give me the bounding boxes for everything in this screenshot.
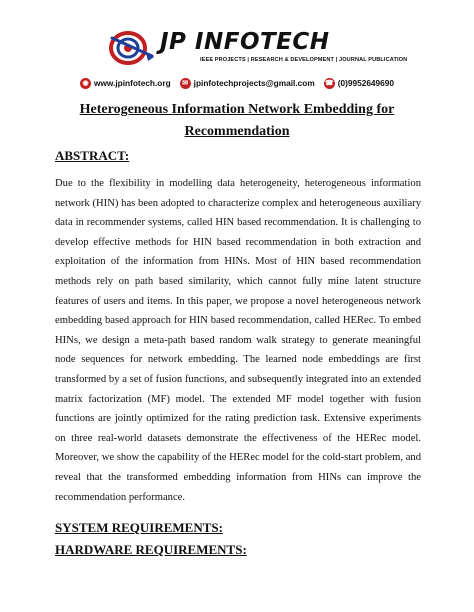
contact-website	[80, 78, 171, 89]
abstract-body: Due to the flexibility in modelling data heterogeneity, heterogeneous information network (HIN) has been adopted to characterize complex and heterogeneous auxiliary data in recommender systems, called HIN based recommendation. It is challenging to develop effective methods for HIN based recommendation in both extraction and exploitation of the information from HINs. Most of HIN based recommendation methods rely on path based similarity, which cannot fully mine latent structure features of users and items. In this paper, we propose a novel heterogeneous network embedding based approach for HIN based recommendation, called HERec. To embed HINs, we design a meta-path based random walk strategy to generate meaningful node sequences for network embedding. The learned node embeddings are first transformed by a set of fusion functions, and subsequently integrated into an extended matrix factorization (MF) model. The extended MF model together with fusion functions are jointly optimized for the rating prediction task. Extensive experiments on three real-world datasets demonstrate the effectiveness of the HERec model. Moreover, we show the capability of the HERec model for the cold-start problem, and reveal that the transformed embedding information from HINs can improve the recommendation performance.	[55, 178, 421, 503]
letterhead	[0, 26, 474, 70]
brand	[160, 29, 330, 55]
email-text: jpinfotechprojects@gmail.com	[193, 78, 315, 88]
website-text: www.jpinfotech.org	[94, 78, 171, 88]
phone-icon: ☎	[324, 78, 335, 89]
brand-name: JP INFOTECH	[160, 29, 330, 55]
contact-row	[80, 75, 394, 91]
brand-tagline: IEEE PROJECTS | RESEARCH & DEVELOPMENT | JOURNAL PUBLICATION	[200, 57, 408, 63]
phone-text: (0)9952649690	[337, 78, 395, 88]
contact-phone	[324, 78, 394, 89]
globe-icon: ◉	[80, 78, 91, 89]
mail-icon: ✉	[180, 78, 191, 89]
logo-emblem	[108, 26, 156, 70]
document-title-line-1: Heterogeneous Information Network Embedding for	[79, 102, 395, 117]
hardware-requirements-heading: HARDWARE REQUIREMENTS:	[55, 542, 247, 557]
document-title-line-2: Recommendation	[184, 124, 290, 139]
system-requirements-heading: SYSTEM REQUIREMENTS:	[55, 520, 223, 535]
abstract-heading: ABSTRACT:	[55, 148, 130, 163]
contact-email	[180, 78, 315, 89]
